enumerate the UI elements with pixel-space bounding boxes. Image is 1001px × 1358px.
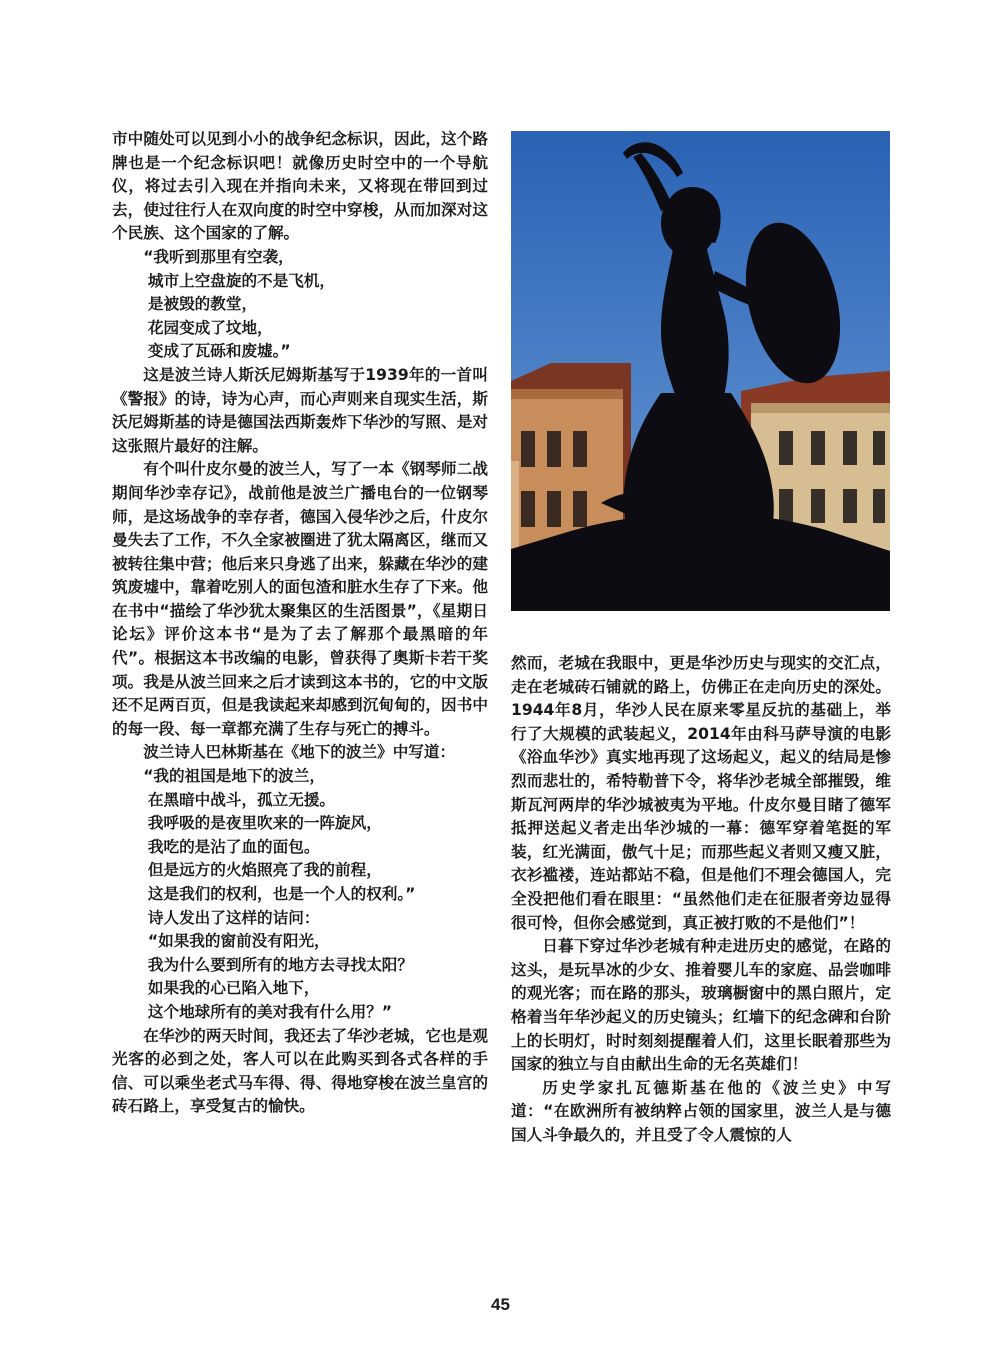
mermaid-statue-photo: [511, 131, 890, 611]
page-number: 45: [491, 1295, 510, 1314]
poem-line: 但是远方的火焰照亮了我的前程，: [147, 861, 382, 880]
poem-line: 我为什么要到所有的地方去寻找太阳？: [147, 955, 413, 974]
poem-line: 这是我们的权利，也是一个人的权利。”: [147, 885, 416, 903]
poem-line: 我吃的是沾了血的面包。: [147, 837, 320, 856]
poem-line: 如果我的心已陷入地下，: [147, 979, 320, 998]
poem-quote: [112, 246, 488, 364]
poem-line: 变成了瓦砾和废墟。”: [147, 342, 291, 361]
paragraph: 波兰诗人巴林斯基在《地下的波兰》中写道：: [143, 743, 456, 762]
poem-line: “我的祖国是地下的波兰，: [143, 767, 325, 786]
paragraph: 有个叫什皮尔曼的波兰人，写了一本《钢琴师二战期间华沙幸存记》，战前他是波兰广播电台的一位钢琴师，是这场战争的幸存者，德国入侵华沙之后，什皮尔曼失去了工作，不久全家被圈进了犹太隔离区，继而又被转往集中营；他后来只身逃了出来，躲藏在华沙的建筑废墟中，靠着吃别人的面包渣和脏水生存了下来。他在书中“描绘了华沙犹太聚集区的生活图景”，《星期日论坛》评价这本书“是为了去了解那个最黑暗的年代”。根据这本书改编的电影，曾获得了奥斯卡若干奖项。我是从波兰回来之后才读到这本书的，它的中文版还不足两百页，但是我读起来却感到沉甸甸的，因书中的每一段、每一章都充满了生存与死亡的搏斗。: [112, 460, 488, 738]
poem-line: 诗人发出了这样的诘问：: [147, 908, 320, 927]
poem-line: 我呼吸的是夜里吹来的一阵旋风，: [147, 814, 382, 833]
poem-line: 花园变成了坟地，: [147, 318, 273, 337]
poem-quote: [112, 765, 488, 1025]
poem-line: 城市上空盘旋的不是飞机，: [147, 271, 336, 290]
poem-line: “如果我的窗前没有阳光，: [147, 932, 330, 951]
paragraph: 这是波兰诗人斯沃尼姆斯基写于1939年的一首叫《警报》的诗，诗为心声，而心声则来自现实生活，斯沃尼姆斯基的诗是德国法西斯轰炸下华沙的写照、是对这张照片最好的注解。: [112, 365, 488, 455]
poem-line: “我听到那里有空袭，: [143, 247, 294, 266]
paragraph: 日暮下穿过华沙老城有种走进历史的感觉，在路的这头，是玩旱冰的少女、推着婴儿车的家庭、品尝咖啡的观光客；而在路的那头，玻璃橱窗中的黑白照片，定格着当年华沙起义的历史镜头；红墙下的纪念碑和台阶上的长明灯，时时刻刻提醒着人们，这里长眠着那些为国家的独立与自由献出生命的无名英雄们！: [511, 937, 891, 1074]
photo-illustration: [511, 131, 890, 611]
poem-line: 这个地球所有的美对我有什么用？”: [147, 1002, 393, 1021]
left-text-column: [112, 128, 488, 1119]
right-text-column: [511, 652, 891, 1147]
poem-line: 在黑暗中战斗，孤立无援。: [147, 790, 336, 809]
paragraph: 在华沙的两天时间，我还去了华沙老城，它也是观光客的必到之处，客人可以在此购买到各式各样的手信、可以乘坐老式马车得、得、得地穿梭在波兰皇宫的砖石路上，享受复古的愉快。: [112, 1026, 488, 1116]
paragraph: 市中随处可以见到小小的战争纪念标识，因此，这个路牌也是一个纪念标识吧！就像历史时空中的一个导航仪，将过去引入现在并指向未来，又将现在带回到过去，使过往行人在双向度的时空中穿梭，从而加深对这个民族、这个国家的了解。: [112, 130, 488, 243]
paragraph: 然而，老城在我眼中，更是华沙历史与现实的交汇点，走在老城砖石铺就的路上，仿佛正在走向历史的深处。1944年8月，华沙人民在原来零星反抗的基础上，举行了大规模的武装起义，2014年由科马萨导演的电影《浴血华沙》真实地再现了这场起义，起义的结局是惨烈而悲壮的，希特勒普下令，将华沙老城全部摧毁，维斯瓦河两岸的华沙城被夷为平地。什皮尔曼目睹了德军抵押送起义者走出华沙城的一幕：德军穿着笔挺的军装，红光满面，傲气十足；而那些起义者则又瘦又脏，衣衫褴褛，连站都站不稳，但是他们不理会德国人，完全没把他们看在眼里：“虽然他们走在征服者旁边显得很可怜，但你会感觉到，真正被打败的不是他们”！: [511, 654, 891, 932]
paragraph: 历史学家扎瓦德斯基在他的《波兰史》中写道：“在欧洲所有被纳粹占领的国家里，波兰人是与德国人斗争最久的，并且受了令人震惊的人: [511, 1078, 891, 1144]
poem-line: 是被毁的教堂，: [147, 295, 258, 314]
